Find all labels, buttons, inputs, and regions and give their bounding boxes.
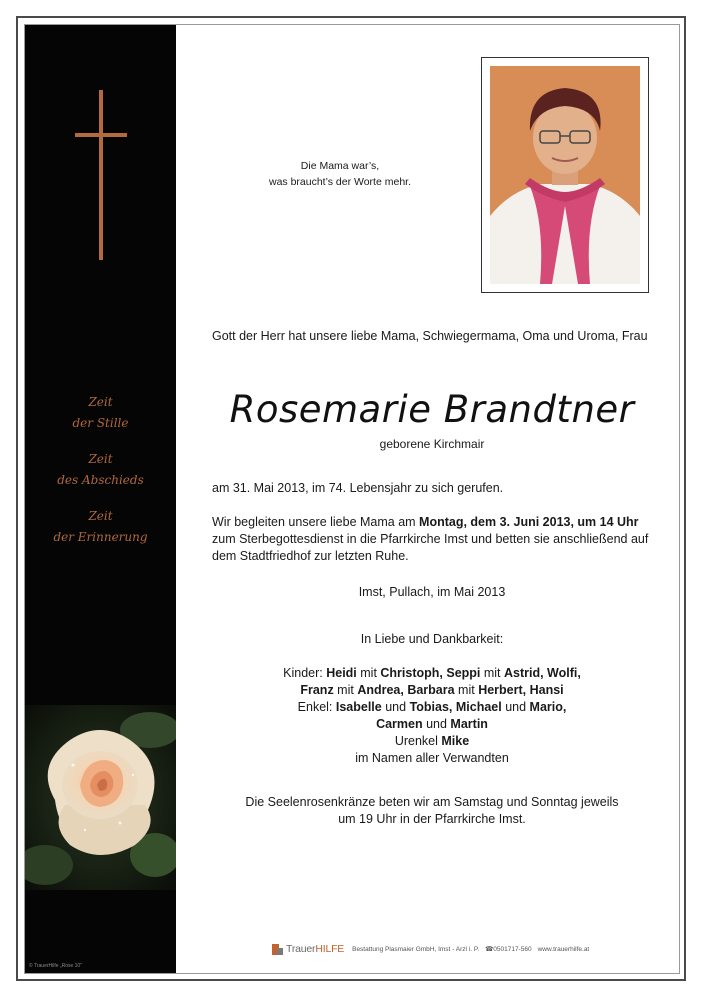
thanks-line: In Liebe und Dankbarkeit: — [360, 632, 504, 646]
family-line-children-2: Franz mit Andrea, Barbara mit Herbert, Hansi — [300, 683, 564, 697]
funeral-text: Wir begleiten unsere liebe Mama am Montag, dem 3. Juni 2013, um 14 Uhr zum Sterbegottesdienst in die Pfarrkirche Imst und betten sie anschließend auf dem Stadtfriedhof zur letzten Ruhe. — [212, 515, 649, 563]
motto-quote: Die Mama war’s, was braucht’s der Worte mehr. — [268, 160, 411, 188]
verse-stanza: Zeit der Erinnerung — [53, 509, 148, 544]
family-line-grandchildren-2: Carmen und Martin — [376, 717, 488, 731]
verse-stanza: Zeit des Abschieds — [57, 452, 144, 487]
family-list — [212, 665, 652, 767]
death-date-text: am 31. Mai 2013, im 74. Lebensjahr zu sich gerufen. — [212, 481, 504, 495]
portrait-frame — [481, 57, 649, 293]
maiden-name: geborene Kirchmair — [379, 437, 485, 451]
family-line-great-grandchildren: Urenkel Mike — [394, 734, 470, 748]
place-date: Imst, Pullach, im Mai 2013 — [358, 585, 506, 599]
portrait-photo — [490, 66, 640, 284]
family-line-grandchildren: Enkel: Isabelle und Tobias, Michael und Mario, — [297, 700, 567, 714]
footer — [272, 941, 589, 957]
copyright-note: © TrauerHilfe „Rose 10" — [29, 963, 82, 969]
intro-text: Gott der Herr hat unsere liebe Mama, Schwiegermama, Oma und Uroma, Frau — [212, 329, 648, 343]
sidebar-verse — [25, 392, 176, 563]
trauerhilfe-logo-text: TrauerHILFE — [286, 943, 345, 955]
rose-image — [25, 705, 176, 890]
rosary-announcement: Die Seelenrosenkränze beten wir am Samstag und Sonntag jeweils um 19 Uhr in der Pfarrkirche Imst. — [245, 795, 619, 826]
verse-stanza: Zeit der Stille — [72, 395, 129, 430]
trauerhilfe-logo-icon — [272, 944, 283, 955]
family-line-children: Kinder: Heidi mit Christoph, Seppi mit Astrid, Wolfi, — [283, 666, 581, 680]
deceased-name: Rosemarie Brandtner — [229, 388, 635, 431]
phone-number: ☎0501717-560 — [485, 946, 532, 953]
company-name: Bestattung Plasmaier GmbH, Imst - Arzl i. P. — [352, 945, 480, 953]
cross-icon — [75, 90, 127, 260]
family-line-relatives: im Namen aller Verwandten — [355, 751, 509, 765]
funeral-date: Montag, dem 3. Juni 2013, um 14 Uhr — [419, 515, 639, 529]
website-link[interactable]: www.trauerhilfe.at — [537, 945, 590, 953]
